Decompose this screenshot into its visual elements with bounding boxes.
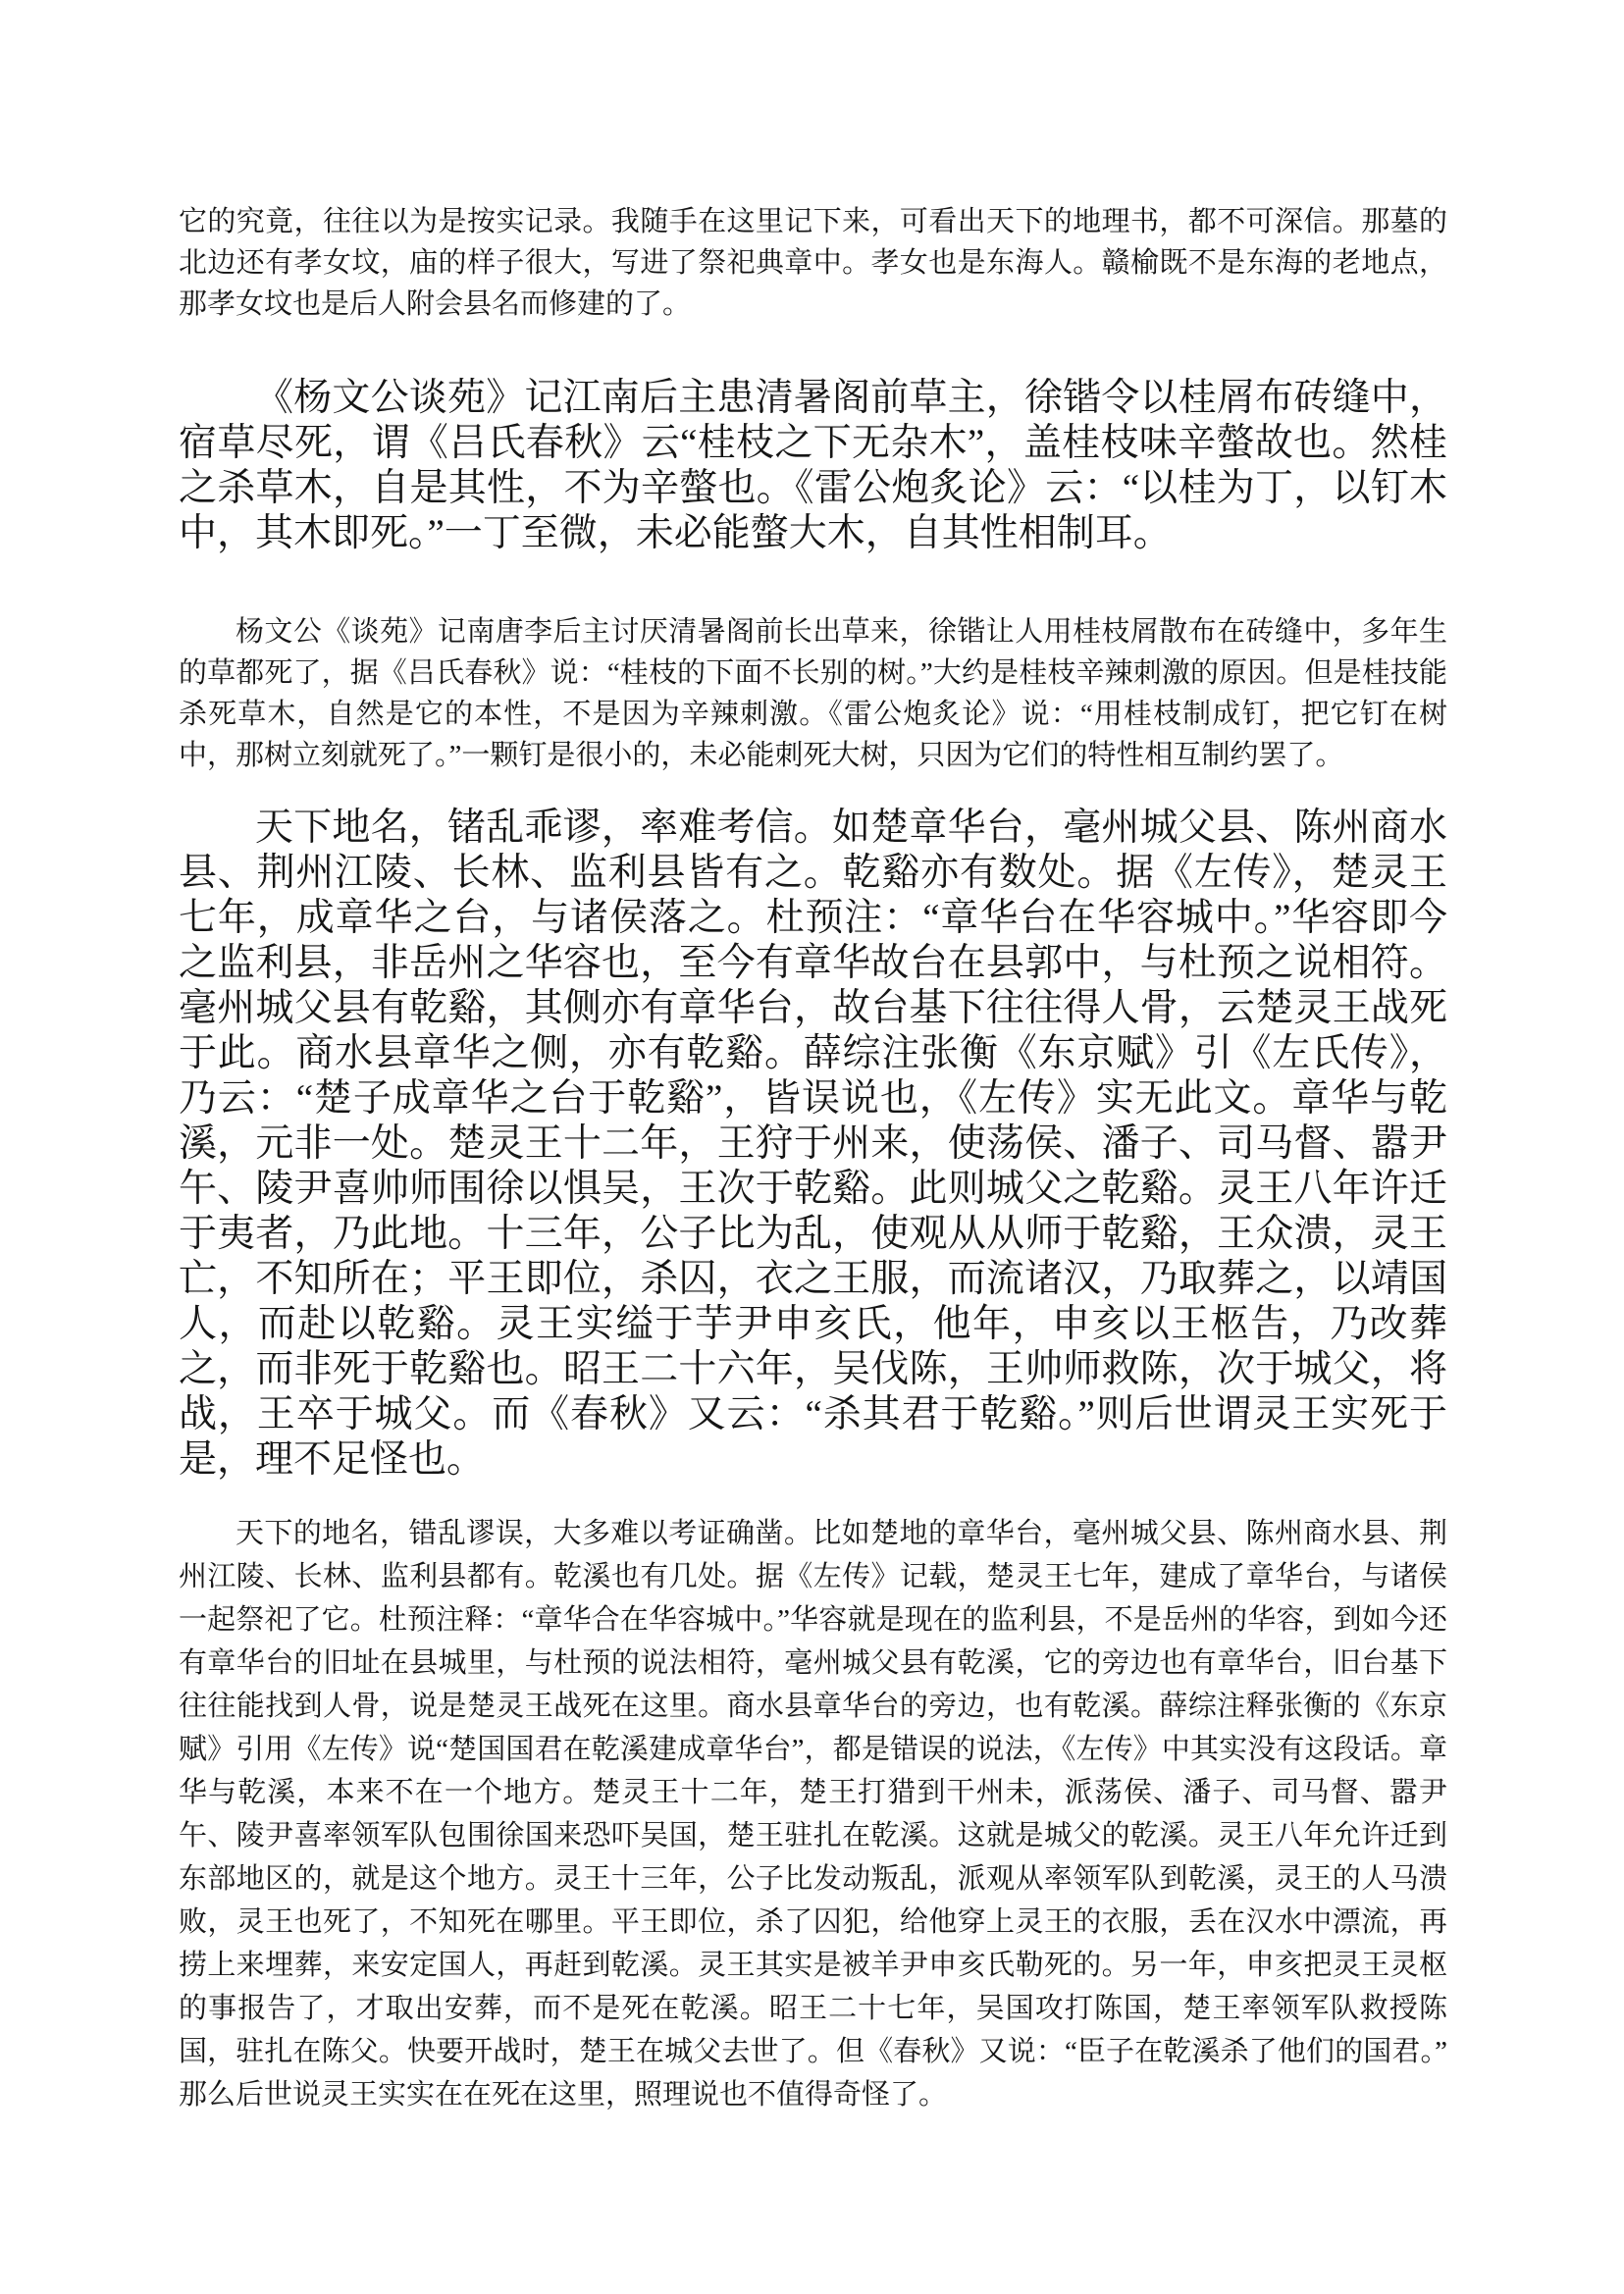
paragraph-original-placenames: 天下地名，锗乱乖谬，率难考信。如楚章华台，毫州城父县、陈州商水县、荆州江陵、长林、监利县皆有之。乾谿亦有数处。据《左传》，楚灵王七年，成章华之台，与诸侯落之。杜预注：“章华台在华容城中。”华容即今之监利县，非岳州之华容也，至今有章华故台在县郭中，与杜预之说相符。毫州城父县有乾谿，其侧亦有章华台，故台基下往往得人骨，云楚灵王战死于此。商水县章华之侧，亦有乾谿。薛综注张衡《东京赋》引《左氏传》，乃云：“楚子成章华之台于乾谿”，皆误说也，《左传》实无此文。章华与乾溪，元非一处。楚灵王十二年，王狩于州来，使荡侯、潘子、司马督、嚣尹午、陵尹喜帅师围徐以惧吴，王次于乾谿。此则城父之乾谿。灵王八年许迁于夷者，乃此地。十三年，公子比为乱，使观从从师于乾谿，王众溃，灵王亡，不知所在；平王即位，杀囚，衣之王服，而流诸汉，乃取葬之，以靖国人，而赴以乾谿。灵王实缢于芋尹申亥氏，他年，申亥以王柩告，乃改葬之，而非死于乾谿也。昭王二十六年，吴伐陈，王帅师救陈，次于城父，将战，王卒于城父。而《春秋》又云：“杀其君于乾谿。”则后世谓灵王实死于是，理不足怪也。 (179, 807, 1447, 1481)
paragraph-translation-yangwengong: 杨文公《谈苑》记南唐李后主讨厌清暑阁前长出草来，徐锴让人用桂枝屑散布在砖缝中，多年生的草都死了，据《吕氏春秋》说：“桂枝的下面不长别的树。”大约是桂枝辛辣刺激的原因。但是桂技能杀死草木，自然是它的本性，不是因为辛辣刺激。《雷公炮炙论》说：“用桂枝制成钉，把它钉在树中，那树立刻就死了。”一颗钉是很小的，未必能刺死大树，只因为它们的特性相互制约罢了。 (179, 616, 1447, 771)
paragraph-translation-placenames: 天下的地名，错乱谬误，大多难以考证确凿。比如楚地的章华台，毫州城父县、陈州商水县、荆州江陵、长林、监利县都有。乾溪也有几处。据《左传》记载，楚灵王七年，建成了章华台，与诸侯一起祭祀了它。杜预注释：“章华合在华容城中。”华容就是现在的监利县，不是岳州的华容，到如今还有章华台的旧址在县城里，与杜预的说法相符，毫州城父县有乾溪，它的旁边也有章华台，旧台基下往往能找到人骨，说是楚灵王战死在这里。商水县章华台的旁边，也有乾溪。薛综注释张衡的《东京赋》引用《左传》说“楚国国君在乾溪建成章华台”，都是错误的说法，《左传》中其实没有这段话。章华与乾溪，本来不在一个地方。楚灵王十二年，楚王打猎到干州未，派荡侯、潘子、司马督、嚣尹午、陵尹喜率领军队包围徐国来恐吓吴国，楚王驻扎在乾溪。这就是城父的乾溪。灵王八年允许迁到东部地区的，就是这个地方。灵王十三年，公子比发动叛乱，派观从率领军队到乾溪，灵王的人马溃败，灵王也死了，不知死在哪里。平王即位，杀了囚犯，给他穿上灵王的衣服，丢在汉水中漂流，再捞上来埋葬，来安定国人，再赶到乾溪。灵王其实是被羊尹申亥氏勒死的。另一年，申亥把灵王灵枢的事报告了，才取出安葬，而不是死在乾溪。昭王二十七年，吴国攻打陈国，楚王率领军队救授陈国，驻扎在陈父。快要开战时，楚王在城父去世了。但《春秋》又说：“臣子在乾溪杀了他们的国君。”那么后世说灵王实实在在死在这里，照理说也不值得奇怪了。 (179, 1518, 1447, 2111)
paragraph-original-yangwengong: 《杨文公谈苑》记江南后主患清暑阁前草主，徐锴令以桂屑布砖缝中，宿草尽死，谓《吕氏春秋》云“桂枝之下无杂木”，盖桂枝味辛螫故也。然桂之杀草木，自是其性，不为辛螫也。《雷公炮炙论》云：“以桂为丁，以钉木中，其木即死。”一丁至微，未必能螫大木，自其性相制耳。 (179, 377, 1447, 554)
paragraph-translation-continued: 它的究竟，往往以为是按实记录。我随手在这里记下来，可看出天下的地理书，都不可深信。那墓的北边还有孝女坟，庙的样子很大，写进了祭祀典章中。孝女也是东海人。赣榆既不是东海的老地点，那孝女坟也是后人附会县名而修建的了。 (179, 206, 1447, 320)
